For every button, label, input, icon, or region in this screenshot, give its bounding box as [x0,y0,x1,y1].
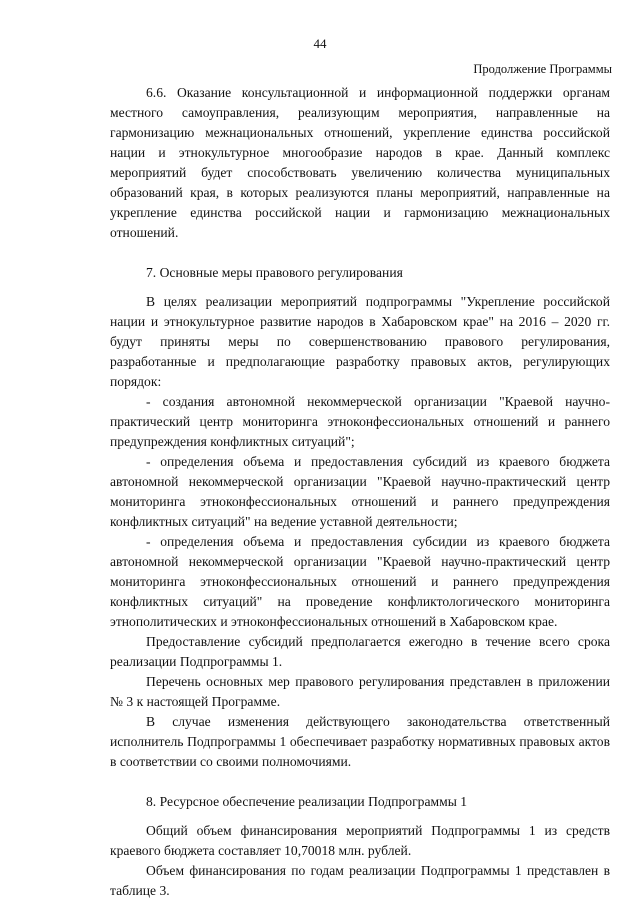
page-number: 44 [313,36,327,51]
section-7-list-item-2: - определения объема и предоставления субсидий из краевого бюджета автономной некоммерческой организации "Краевой научно-практический центр мониторинга этноконфессиональных отношений и раннего предупреждения конфликтных ситуаций" на ведение уставной деятельности; [110,454,610,529]
section-7-title: 7. Основные меры правового регулирования [146,265,403,280]
section-8-funding-by-years: Объем финансирования по годам реализации Подпрограммы 1 представлен в таблице 3. [110,863,610,898]
document-body [110,83,610,901]
section-7-list-reference: Перечень основных мер правового регулирования представлен в приложении № 3 к настоящей Программе. [110,674,610,709]
continuation-label: Продолжение Программы [473,62,612,76]
section-8-title: 8. Ресурсное обеспечение реализации Подпрограммы 1 [146,794,468,809]
section-7-legislation-changes: В случае изменения действующего законодательства ответственный исполнитель Подпрограммы 1 обеспечивает разработку нормативных правовых актов в соответствии со своими полномочиями. [110,714,610,769]
section-7-list-item-3: - определения объема и предоставления субсидии из краевого бюджета автономной некоммерческой организации "Краевой научно-практический центр мониторинга этноконфессиональных отношений и раннего предупреждения конфликтных ситуаций" на проведение конфликтологического мониторинга этнополитических и этноконфессиональных отношений в Хабаровском крае. [110,534,610,629]
paragraph-6-6: 6.6. Оказание консультационной и информационной поддержки органам местного самоуправления, реализующим мероприятия, направленные на гармонизацию межнациональных отношений, укрепление единства российской нации и этнокультурное многообразие народов в крае. Данный комплекс мероприятий будет способствовать увеличению количества муниципальных образований края, в которых реализуются планы мероприятий, направленные на укрепление единства российской нации и гармонизацию межнациональных отношений. [110,85,610,240]
section-7-subsidies: Предоставление субсидий предполагается ежегодно в течение всего срока реализации Подпрограммы 1. [110,634,610,669]
section-8-total-funding: Общий объем финансирования мероприятий Подпрограммы 1 из средств краевого бюджета составляет 10,70018 млн. рублей. [110,823,610,858]
section-7-list-item-1: - создания автономной некоммерческой организации "Краевой научно-практический центр мониторинга этноконфессиональных отношений и раннего предупреждения конфликтных ситуаций"; [110,394,610,449]
section-7-intro: В целях реализации мероприятий подпрограммы "Укрепление российской нации и этнокультурное развитие народов в Хабаровском крае" на 2016 – 2020 гг. будут приняты меры по совершенствованию правового регулирования, разработанные и предполагающие разработку правовых актов, регулирующих порядок: [110,294,610,389]
